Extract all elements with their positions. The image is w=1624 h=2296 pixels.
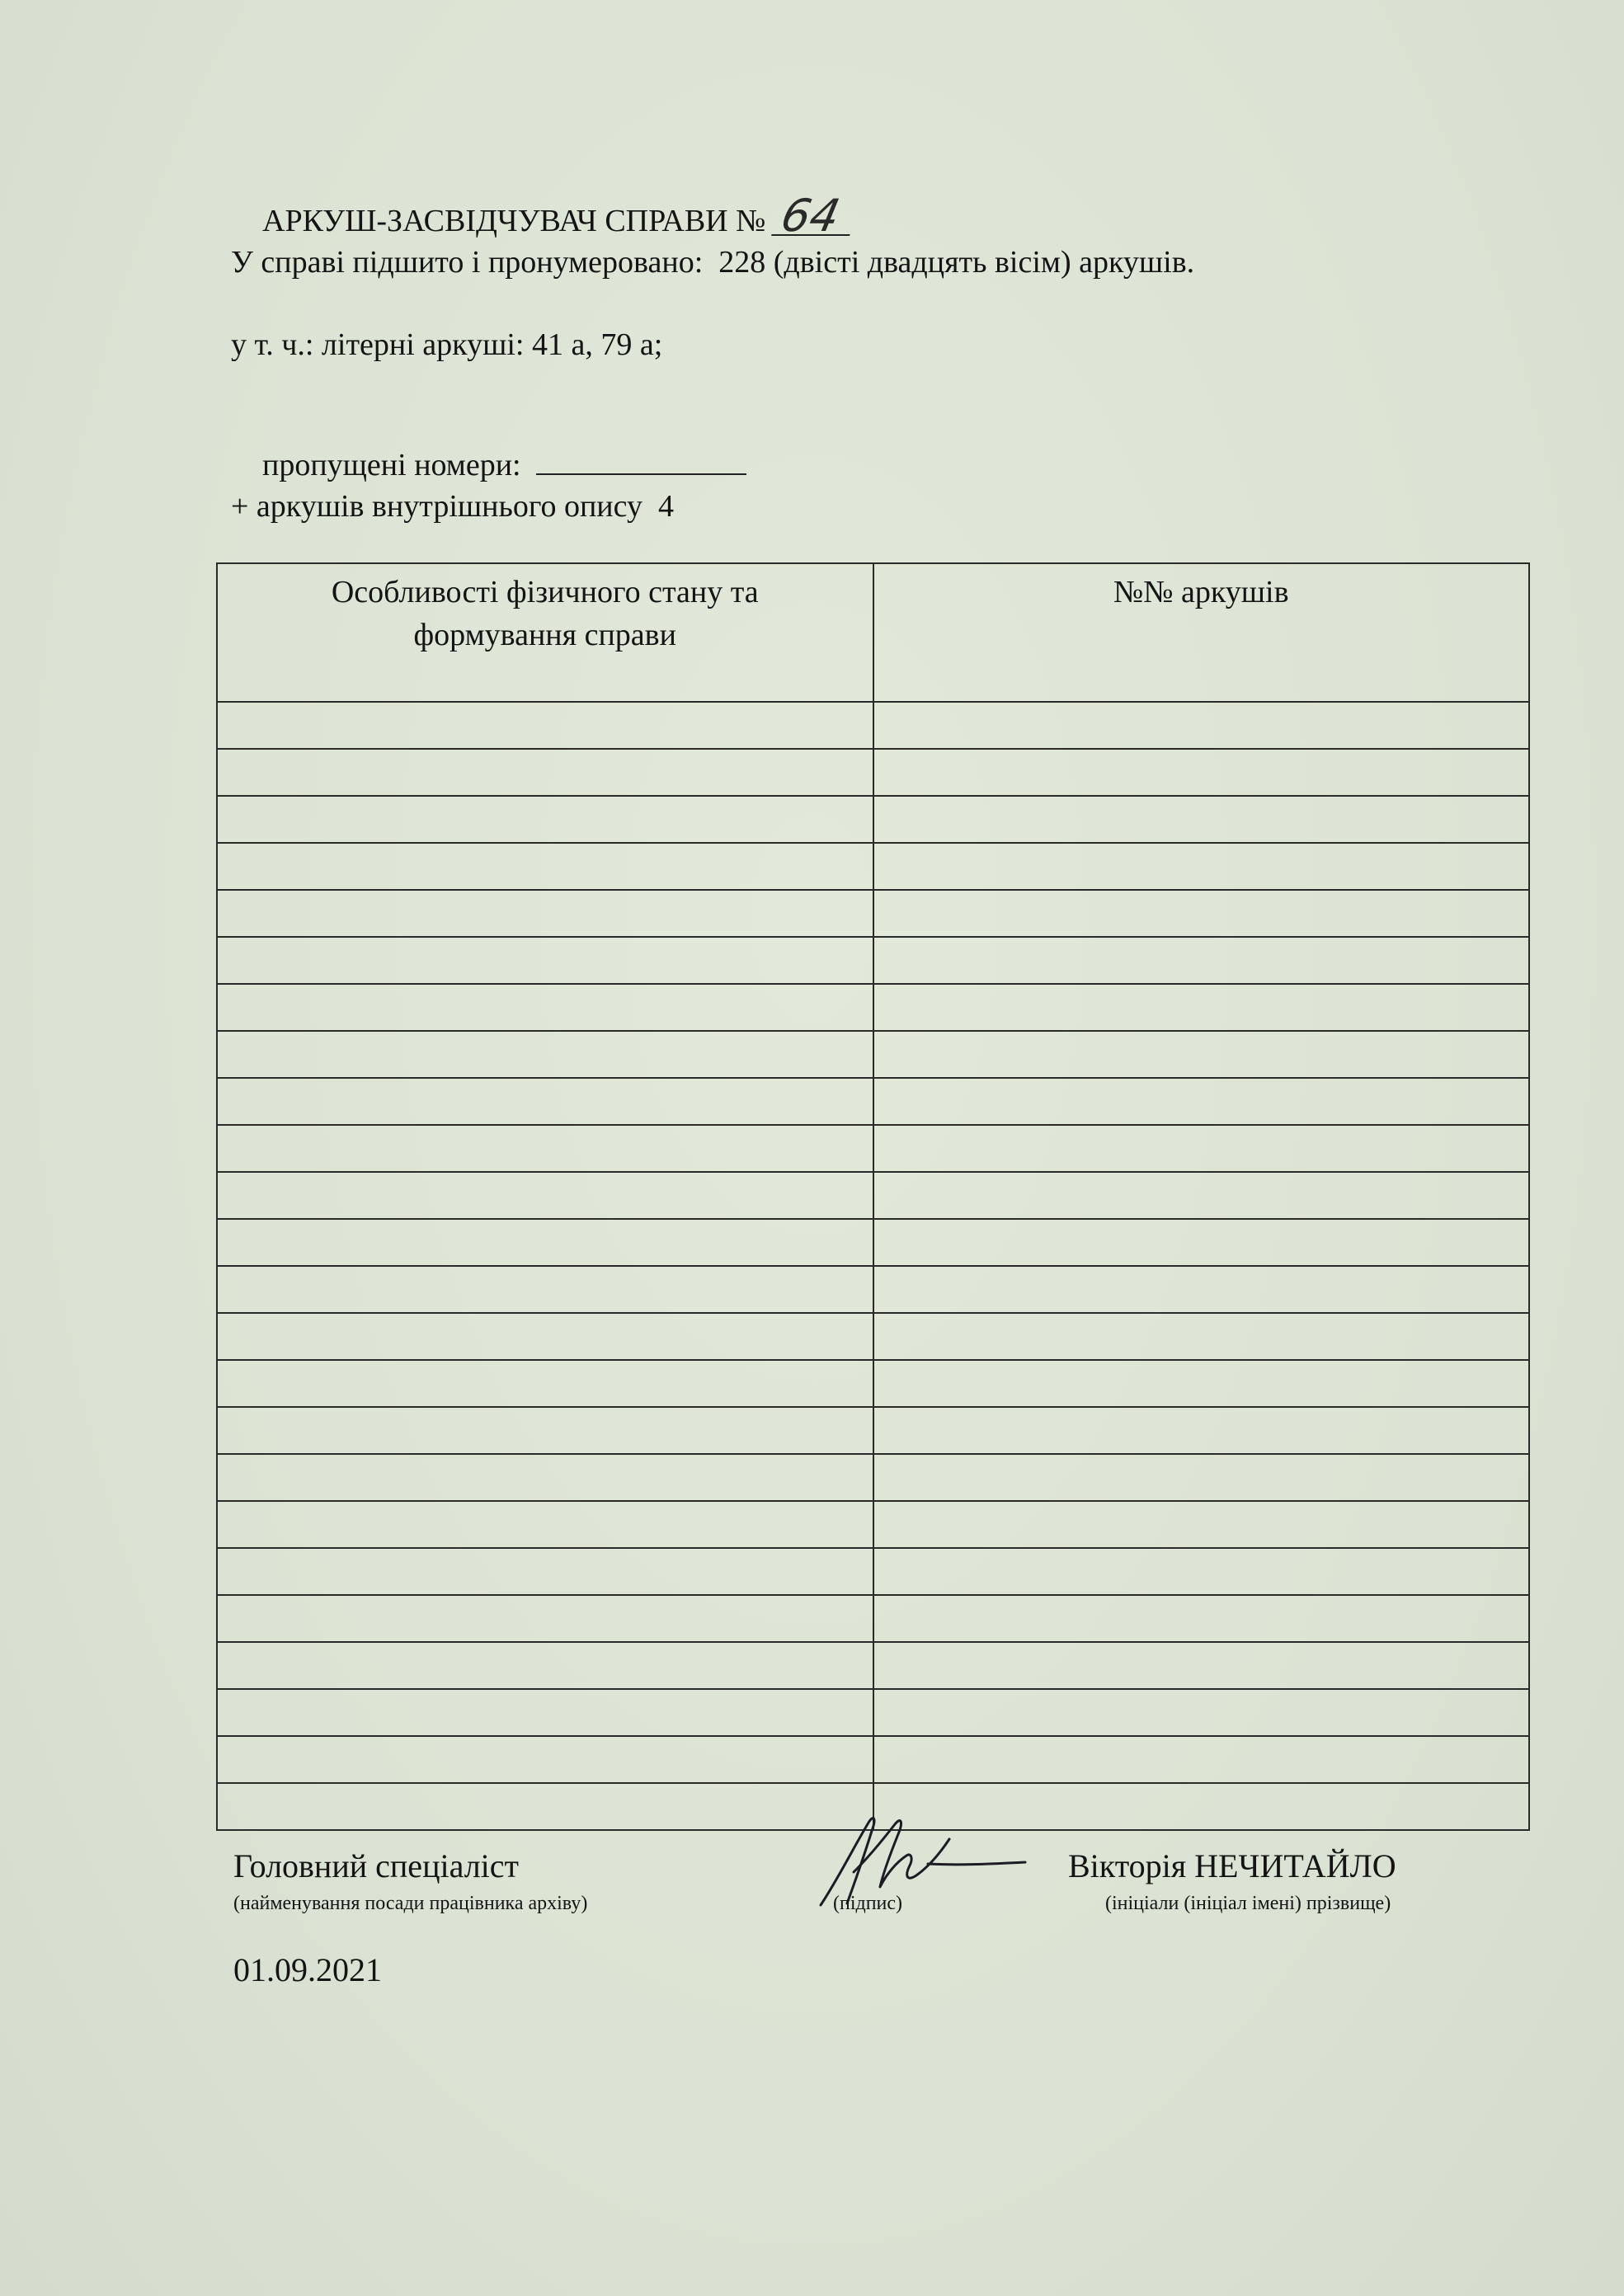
- col-condition-header: [217, 563, 873, 702]
- table-row: [217, 749, 1529, 796]
- position-caption: (найменування посади працівника архіву): [233, 1893, 588, 1914]
- position-title: Головний спеціаліст: [233, 1847, 519, 1884]
- pages-cell: [873, 796, 1530, 843]
- table-row: [217, 702, 1529, 749]
- pages-cell: [873, 1219, 1530, 1266]
- col-condition-header-line2: формування справи: [413, 618, 676, 652]
- signer-name: Вікторія НЕЧИТАЙЛО: [1068, 1847, 1396, 1884]
- condition-cell: [217, 1219, 873, 1266]
- sewn-pages-line: У справі підшито і пронумеровано: 228 (двісті двадцять вісім) аркушів.: [231, 245, 1195, 280]
- pages-cell: [873, 843, 1530, 890]
- table-row: [217, 796, 1529, 843]
- condition-cell: [217, 1407, 873, 1454]
- pages-cell: [873, 1548, 1530, 1595]
- pages-cell: [873, 1595, 1530, 1642]
- condition-cell: [217, 843, 873, 890]
- table-row: [217, 1031, 1529, 1078]
- pages-cell: [873, 1689, 1530, 1736]
- col-pages-header: №№ аркушів: [873, 563, 1530, 702]
- pages-cell: [873, 937, 1530, 984]
- table-body: [217, 702, 1529, 1830]
- condition-cell: [217, 890, 873, 937]
- condition-cell: [217, 1783, 873, 1830]
- table-row: [217, 1501, 1529, 1548]
- table-row: [217, 1078, 1529, 1125]
- col-condition-header-line1: Особливості фізичного стану та: [331, 575, 759, 609]
- table-row: [217, 1407, 1529, 1454]
- condition-cell: [217, 796, 873, 843]
- table-header-row: [217, 563, 1529, 702]
- condition-cell: [217, 1125, 873, 1172]
- pages-cell: [873, 984, 1530, 1031]
- condition-cell: [217, 1313, 873, 1360]
- condition-cell: [217, 1172, 873, 1219]
- condition-cell: [217, 1642, 873, 1689]
- table-row: [217, 1595, 1529, 1642]
- condition-cell: [217, 1031, 873, 1078]
- pages-cell: [873, 1125, 1530, 1172]
- table-row: [217, 1266, 1529, 1313]
- pages-cell: [873, 1407, 1530, 1454]
- condition-cell: [217, 1454, 873, 1501]
- sheet-title-text: АРКУШ-ЗАСВІДЧУВАЧ СПРАВИ №: [262, 204, 766, 238]
- table-row: [217, 1125, 1529, 1172]
- pages-cell: [873, 1313, 1530, 1360]
- condition-cell: [217, 1689, 873, 1736]
- condition-cell: [217, 1595, 873, 1642]
- condition-cell: [217, 702, 873, 749]
- table-row: [217, 1360, 1529, 1407]
- table-row: [217, 1689, 1529, 1736]
- lettered-pages-line: у т. ч.: літерні аркуші: 41 а, 79 а;: [231, 327, 663, 362]
- handwritten-case-number: 64: [771, 198, 857, 236]
- pages-cell: [873, 1454, 1530, 1501]
- condition-cell: [217, 937, 873, 984]
- condition-cell: [217, 1360, 873, 1407]
- pages-cell: [873, 1172, 1530, 1219]
- table-row: [217, 1454, 1529, 1501]
- pages-cell: [873, 1501, 1530, 1548]
- table-row: [217, 984, 1529, 1031]
- table-row: [217, 1219, 1529, 1266]
- table-row: [217, 1642, 1529, 1689]
- condition-table: [216, 562, 1530, 1831]
- table-row: [217, 890, 1529, 937]
- pages-cell: [873, 890, 1530, 937]
- pages-cell: [873, 1642, 1530, 1689]
- table-row: [217, 1313, 1529, 1360]
- pages-cell: [873, 749, 1530, 796]
- table-row: [217, 1548, 1529, 1595]
- pages-cell: [873, 1078, 1530, 1125]
- condition-cell: [217, 749, 873, 796]
- internal-inventory-line: + аркушів внутрішнього опису 4: [231, 489, 674, 524]
- condition-cell: [217, 1266, 873, 1313]
- condition-cell: [217, 1736, 873, 1783]
- signature-caption: (підпис): [833, 1893, 903, 1914]
- table-row: [217, 843, 1529, 890]
- pages-cell: [873, 702, 1530, 749]
- condition-cell: [217, 1501, 873, 1548]
- skipped-numbers-label: пропущені номери:: [262, 448, 521, 482]
- certificate-date: 01.09.2021: [233, 1951, 382, 1988]
- condition-cell: [217, 984, 873, 1031]
- pages-cell: [873, 1266, 1530, 1313]
- pages-cell: [873, 1736, 1530, 1783]
- condition-cell: [217, 1548, 873, 1595]
- table-row: [217, 1736, 1529, 1783]
- condition-cell: [217, 1078, 873, 1125]
- skipped-numbers-blank: [536, 449, 746, 475]
- table-row: [217, 1172, 1529, 1219]
- signer-name-caption: (ініціали (ініціал імені) прізвище): [1105, 1893, 1391, 1914]
- pages-cell: [873, 1360, 1530, 1407]
- pages-cell: [873, 1031, 1530, 1078]
- table-row: [217, 937, 1529, 984]
